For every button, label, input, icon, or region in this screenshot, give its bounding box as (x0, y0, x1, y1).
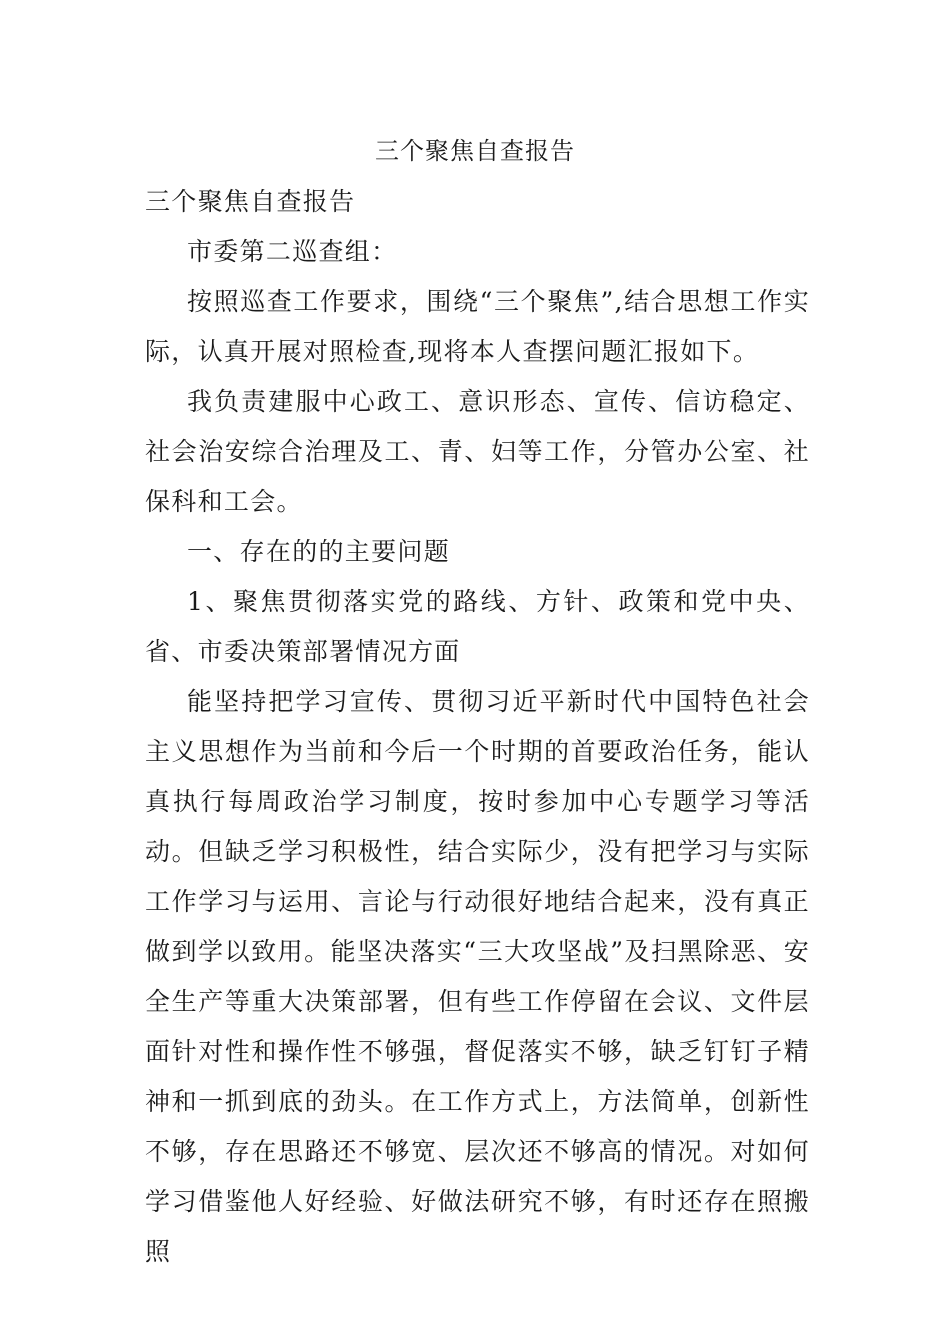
document-title: 三个聚焦自查报告 (375, 137, 575, 165)
subsection-heading-1: 1、聚焦贯彻落实党的路线、方针、政策和党中央、省、市委决策部署情况方面 (145, 587, 810, 666)
heading-repeat: 三个聚焦自查报告 (145, 187, 356, 216)
intro-paragraph: 按照巡查工作要求，围绕“三个聚焦”,结合思想工作实际，认真开展对照检查,现将本人查摆问题汇报如下。 (145, 287, 810, 366)
salutation: 市委第二巡查组： (187, 237, 398, 266)
responsibility-paragraph: 我负责建服中心政工、意识形态、宣传、信访稳定、社会治安综合治理及工、青、妇等工作，分管办公室、社保科和工会。 (145, 387, 810, 516)
document-body (145, 177, 810, 1277)
analysis-paragraph: 能坚持把学习宣传、贯彻习近平新时代中国特色社会主义思想作为当前和今后一个时期的首要政治任务，能认真执行每周政治学习制度，按时参加中心专题学习等活动。但缺乏学习积极性，结合实际少，没有把学习与实际工作学习与运用、言论与行动很好地结合起来，没有真正做到学以致用。能坚决落实“三大攻坚战”及扫黑除恶、安全生产等重大决策部署，但有些工作停留在会议、文件层面针对性和操作性不够强，督促落实不够，缺乏钉钉子精神和一抓到底的劲头。在工作方式上，方法简单，创新性不够，存在思路还不够宽、层次还不够高的情况。对如何学习借鉴他人好经验、好做法研究不够，有时还存在照搬照 (145, 687, 810, 1266)
section-heading-problems: 一、存在的的主要问题 (187, 537, 451, 566)
